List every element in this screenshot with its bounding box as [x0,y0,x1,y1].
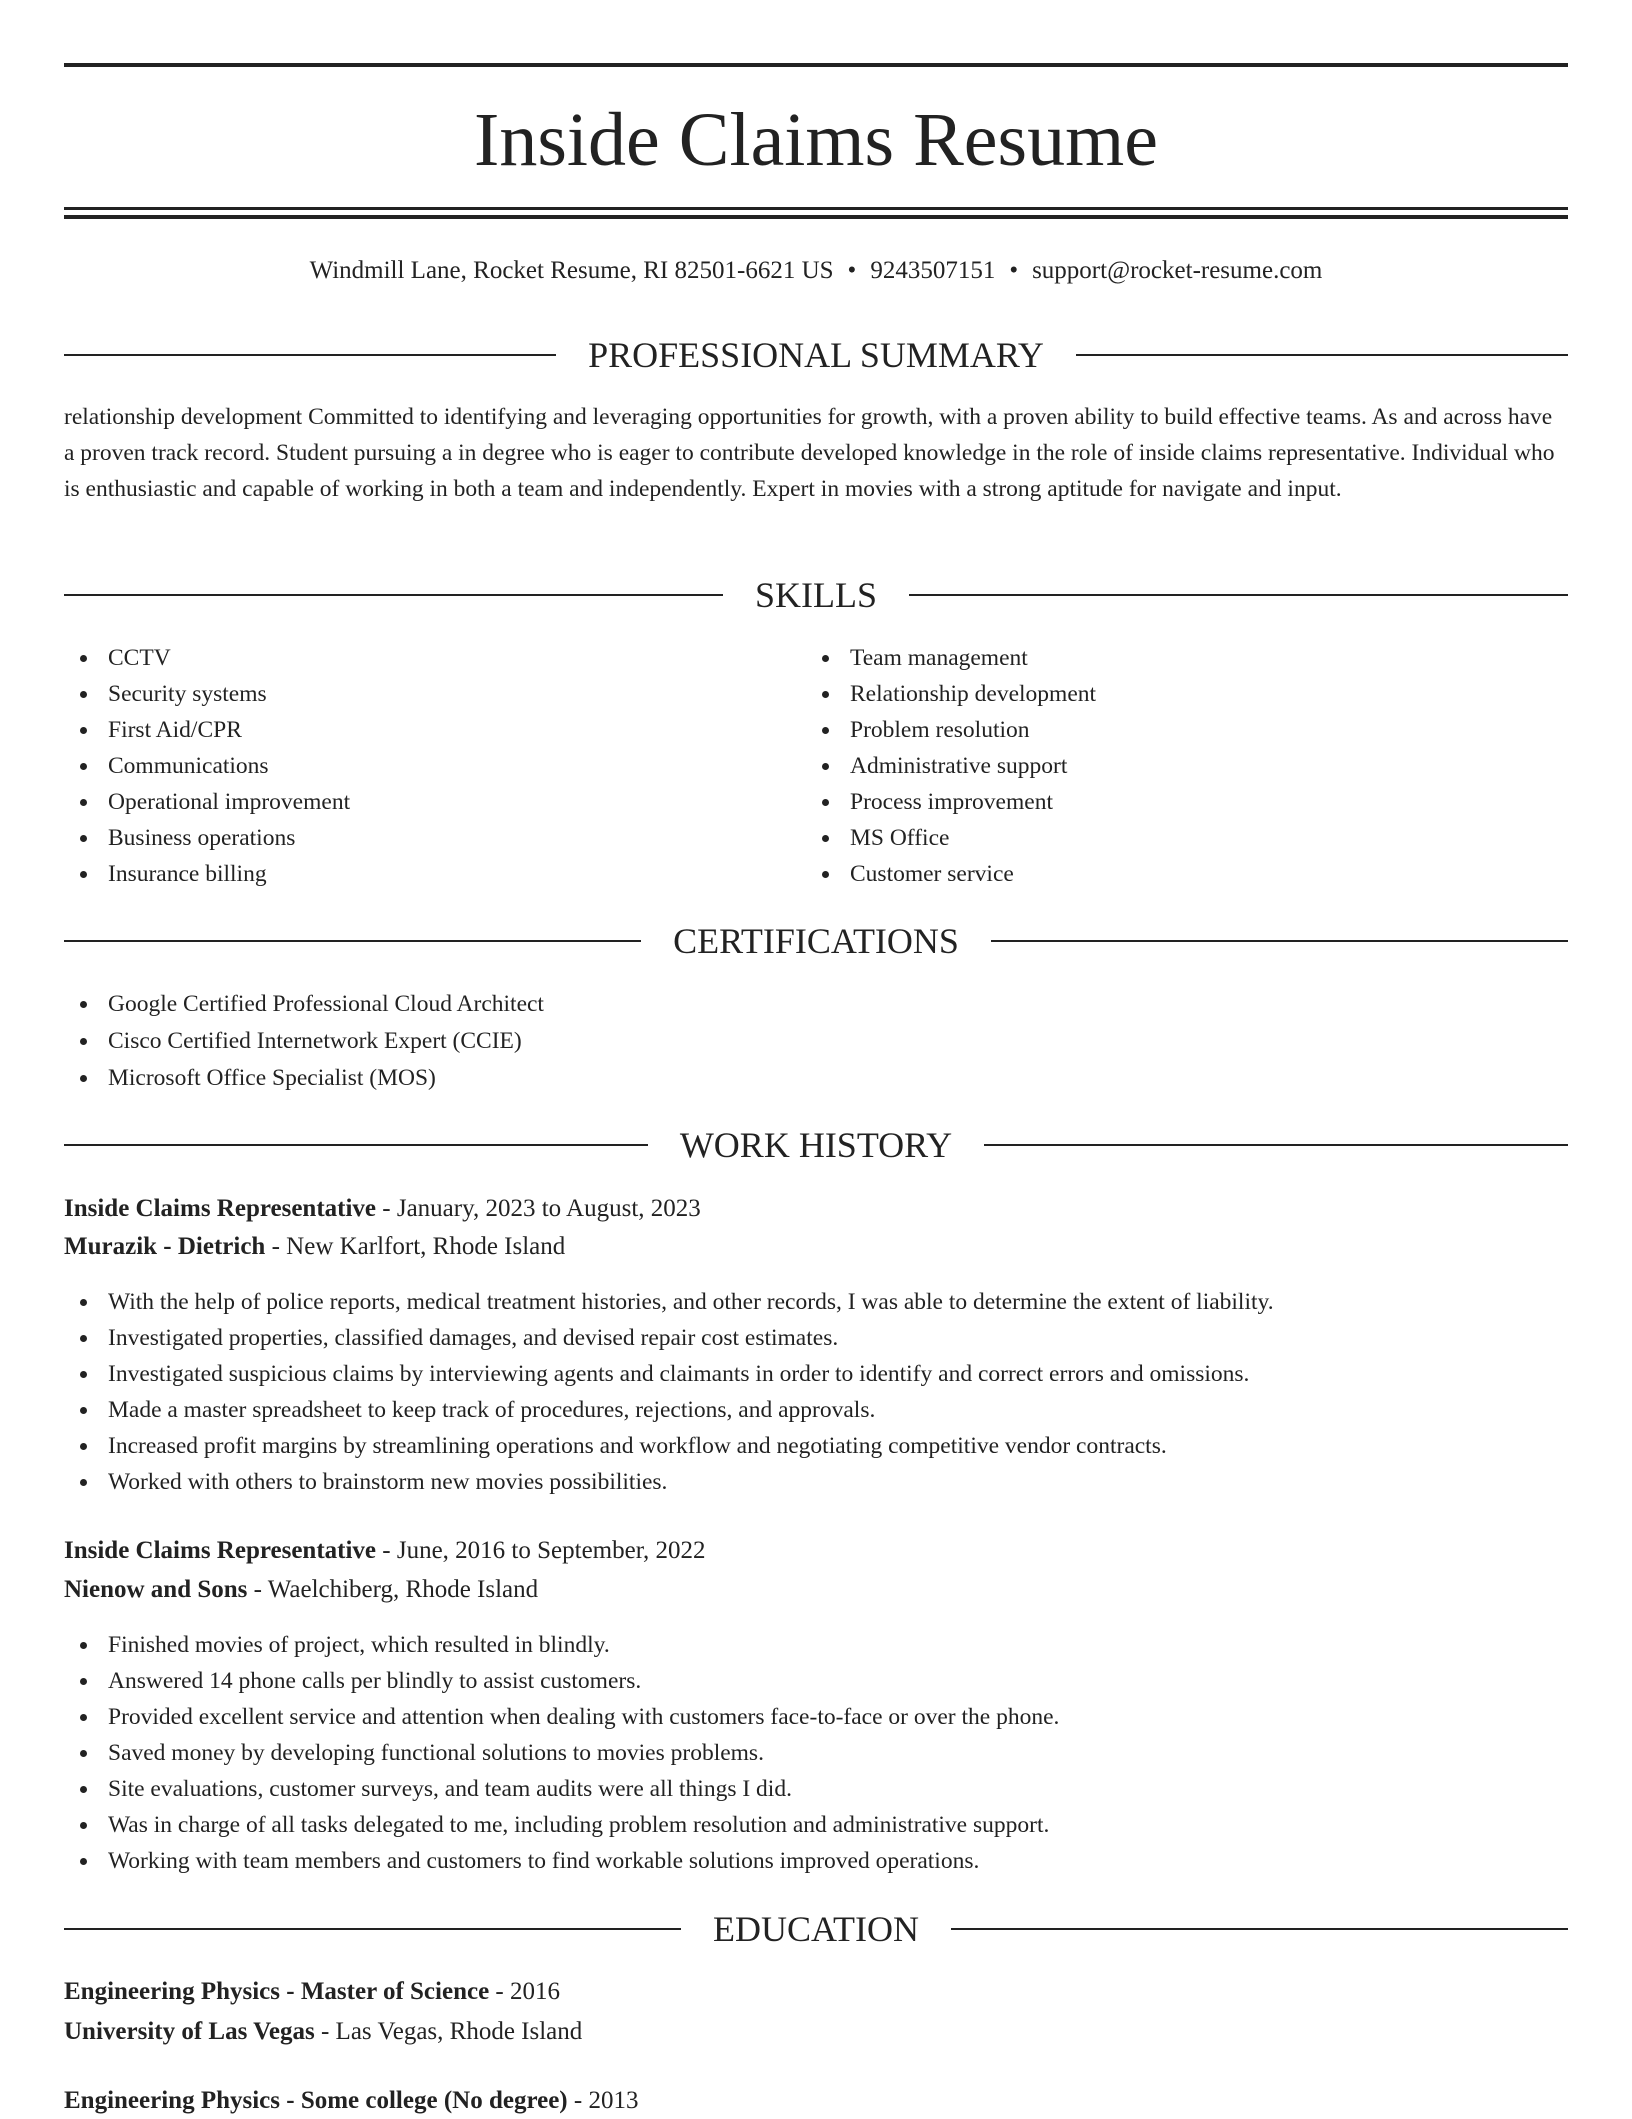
job-bullet: With the help of police reports, medical treatment histories, and other records, I was able to determine the extent of liability. [64,1284,1568,1320]
heading-rule-left [64,594,723,596]
contact-separator: • [847,257,857,284]
skill-item: Operational improvement [64,784,804,820]
skill-item: Team management [806,640,1546,676]
certification-item: Microsoft Office Specialist (MOS) [64,1060,1568,1097]
job-company-line [64,1229,1568,1265]
job-bullet: Was in charge of all tasks delegated to me, including problem resolution and administrative support. [64,1807,1568,1843]
job-location: - New Karlfort, Rhode Island [265,1233,566,1260]
job-bullet: Increased profit margins by streamlining operations and workflow and negotiating competitive vendor contracts. [64,1428,1568,1464]
skill-item: Communications [64,748,804,784]
heading-rule-right [991,940,1568,942]
heading-rule-left [64,1144,648,1146]
skill-item: Relationship development [806,676,1546,712]
header-double-rule-upper [64,207,1568,210]
education-year: - 2013 [567,2087,639,2114]
job-dates: - January, 2023 to August, 2023 [376,1195,701,1222]
section-title: CERTIFICATIONS [673,921,959,961]
education-school: University of Las Vegas [64,2018,315,2045]
job-location: - Waelchiberg, Rhode Island [247,1576,539,1603]
job-title-line [64,1533,1568,1569]
skill-item: First Aid/CPR [64,712,804,748]
heading-rule-right [1076,354,1568,356]
header-top-rule [64,63,1568,67]
section-heading-skills [64,573,1568,617]
skill-item: Insurance billing [64,856,804,892]
skills-list-right [806,640,1546,892]
skill-item: CCTV [64,640,804,676]
education-degree: Engineering Physics - Some college (No degree) [64,2087,568,2114]
job-bullet: Worked with others to brainstorm new movies possibilities. [64,1464,1568,1500]
education-year: - 2016 [489,1978,560,2005]
job-company-line [64,1572,1568,1608]
job-dates: - June, 2016 to September, 2022 [376,1537,706,1564]
job-title: Inside Claims Representative [64,1537,377,1564]
job-bullet: Investigated properties, classified damages, and devised repair cost estimates. [64,1320,1568,1356]
job-title-line [64,1191,1568,1227]
education-degree-line [64,2083,1568,2119]
job-company: Murazik - Dietrich [64,1233,266,1260]
heading-rule-right [984,1144,1568,1146]
section-title: EDUCATION [713,1909,919,1949]
contact-address: Windmill Lane, Rocket Resume, RI 82501-6621 US [309,257,834,284]
skill-item: Customer service [806,856,1546,892]
heading-rule-left [64,940,641,942]
resume-title: Inside Claims Resume [474,98,1158,182]
summary-text: relationship development Committed to identifying and leveraging opportunities for growth, with a proven ability to build effective teams. As and across have a proven track record. Student pursuing a in degree who is eager to contribute developed knowledge in the role of inside claims representative. Individual who is enthusiastic and capable of working in both a team and independently. Expert in movies with a strong aptitude for navigate and input. [64,404,1555,502]
section-heading-certifications [64,919,1568,963]
job-bullet: Investigated suspicious claims by interviewing agents and claimants in order to identify and correct errors and omissions. [64,1356,1568,1392]
header-double-rule-lower [64,215,1568,219]
job-bullet: Answered 14 phone calls per blindly to assist customers. [64,1663,1568,1699]
section-heading-summary [64,333,1568,377]
job-bullet: Made a master spreadsheet to keep track of procedures, rejections, and approvals. [64,1392,1568,1428]
education-school-line [64,2014,1568,2050]
heading-rule-left [64,354,556,356]
job-bullet: Working with team members and customers to find workable solutions improved operations. [64,1843,1568,1879]
section-title: WORK HISTORY [679,1125,953,1165]
skill-item: Process improvement [806,784,1546,820]
section-heading-education [64,1907,1568,1951]
section-title: PROFESSIONAL SUMMARY [588,335,1044,375]
section-heading-work-history [64,1123,1568,1167]
job-bullet: Saved money by developing functional solutions to movies problems. [64,1735,1568,1771]
heading-rule-left [64,1928,681,1930]
skill-item: Administrative support [806,748,1546,784]
heading-rule-right [951,1928,1568,1930]
skills-list-left [64,640,804,892]
contact-line [64,254,1568,288]
job-bullets [64,1284,1568,1500]
skill-item: Business operations [64,820,804,856]
certification-item: Cisco Certified Internetwork Expert (CCIE) [64,1023,1568,1060]
certifications-list [64,986,1568,1097]
job-bullet: Provided excellent service and attention when dealing with customers face-to-face or over the phone. [64,1699,1568,1735]
heading-rule-right [909,594,1568,596]
skill-item: Security systems [64,676,804,712]
skill-item: MS Office [806,820,1546,856]
contact-phone: 9243507151 [870,257,996,284]
contact-separator: • [1009,257,1019,284]
job-title: Inside Claims Representative [64,1195,377,1222]
job-bullet: Finished movies of project, which resulted in blindly. [64,1627,1568,1663]
contact-email: support@rocket-resume.com [1032,257,1323,284]
education-degree-line [64,1974,1568,2010]
skill-item: Problem resolution [806,712,1546,748]
job-bullet: Site evaluations, customer surveys, and team audits were all things I did. [64,1771,1568,1807]
section-title: SKILLS [755,575,878,615]
education-location: - Las Vegas, Rhode Island [314,2018,583,2045]
job-company: Nienow and Sons [64,1576,248,1603]
education-degree: Engineering Physics - Master of Science [64,1978,490,2005]
job-bullets [64,1627,1568,1879]
certification-item: Google Certified Professional Cloud Architect [64,986,1568,1023]
